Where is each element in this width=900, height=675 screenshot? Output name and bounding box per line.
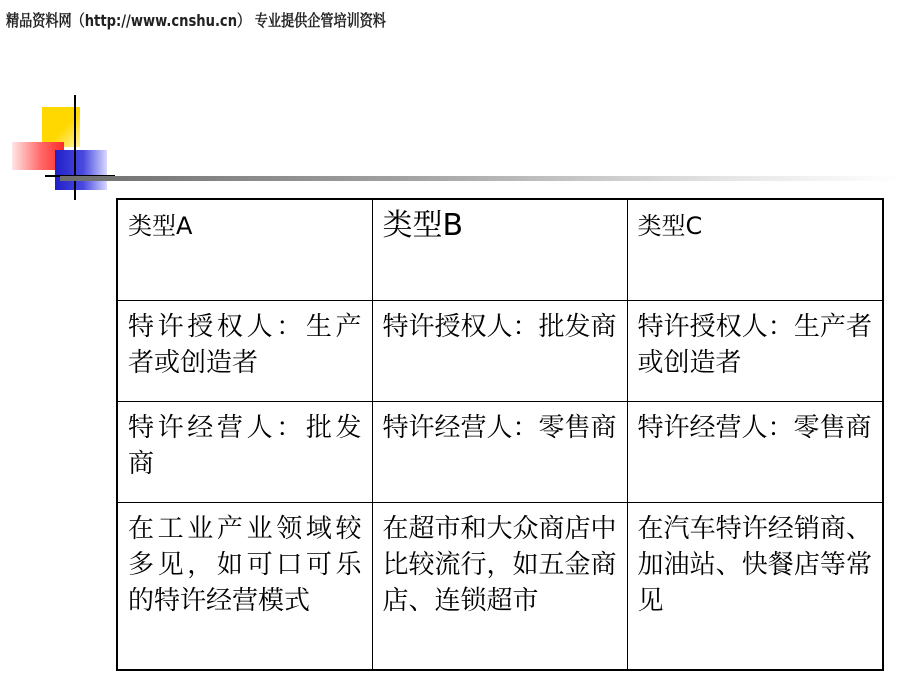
table-row [117,503,883,671]
franchise-types-table [116,198,884,671]
header-cell-type-a [117,199,372,301]
header-label: 类型A [128,212,193,240]
table-cell: 在汽车特许经销商、加油站、快餐店等常见 [627,503,883,671]
table-header-row [117,199,883,301]
table-cell: 特许授权人：批发商 [372,301,627,402]
table-cell: 特许授权人：生产者或创造者 [117,301,372,402]
title-rule [60,176,900,181]
site-banner: 精品资料网（http://www.cnshu.cn） 专业提供企管培训资料 [6,11,386,30]
table-row [117,301,883,402]
logo-blue-square [55,150,107,190]
table-cell: 特许授权人：生产者或创造者 [627,301,883,402]
decorative-logo [0,95,130,205]
header-cell-type-b [372,199,627,301]
table-cell: 特许经营人：批发商 [117,402,372,503]
table-cell: 在工业产业领域较多见，如可口可乐的特许经营模式 [117,503,372,671]
header-cell-type-c [627,199,883,301]
header-label: 类型B [382,208,464,243]
table-cell: 特许经营人：零售商 [372,402,627,503]
header-label: 类型C [637,212,703,240]
table-cell: 在超市和大众商店中比较流行，如五金商店、连锁超市 [372,503,627,671]
logo-vertical-line [74,95,76,200]
table-row [117,402,883,503]
table-cell: 特许经营人：零售商 [627,402,883,503]
